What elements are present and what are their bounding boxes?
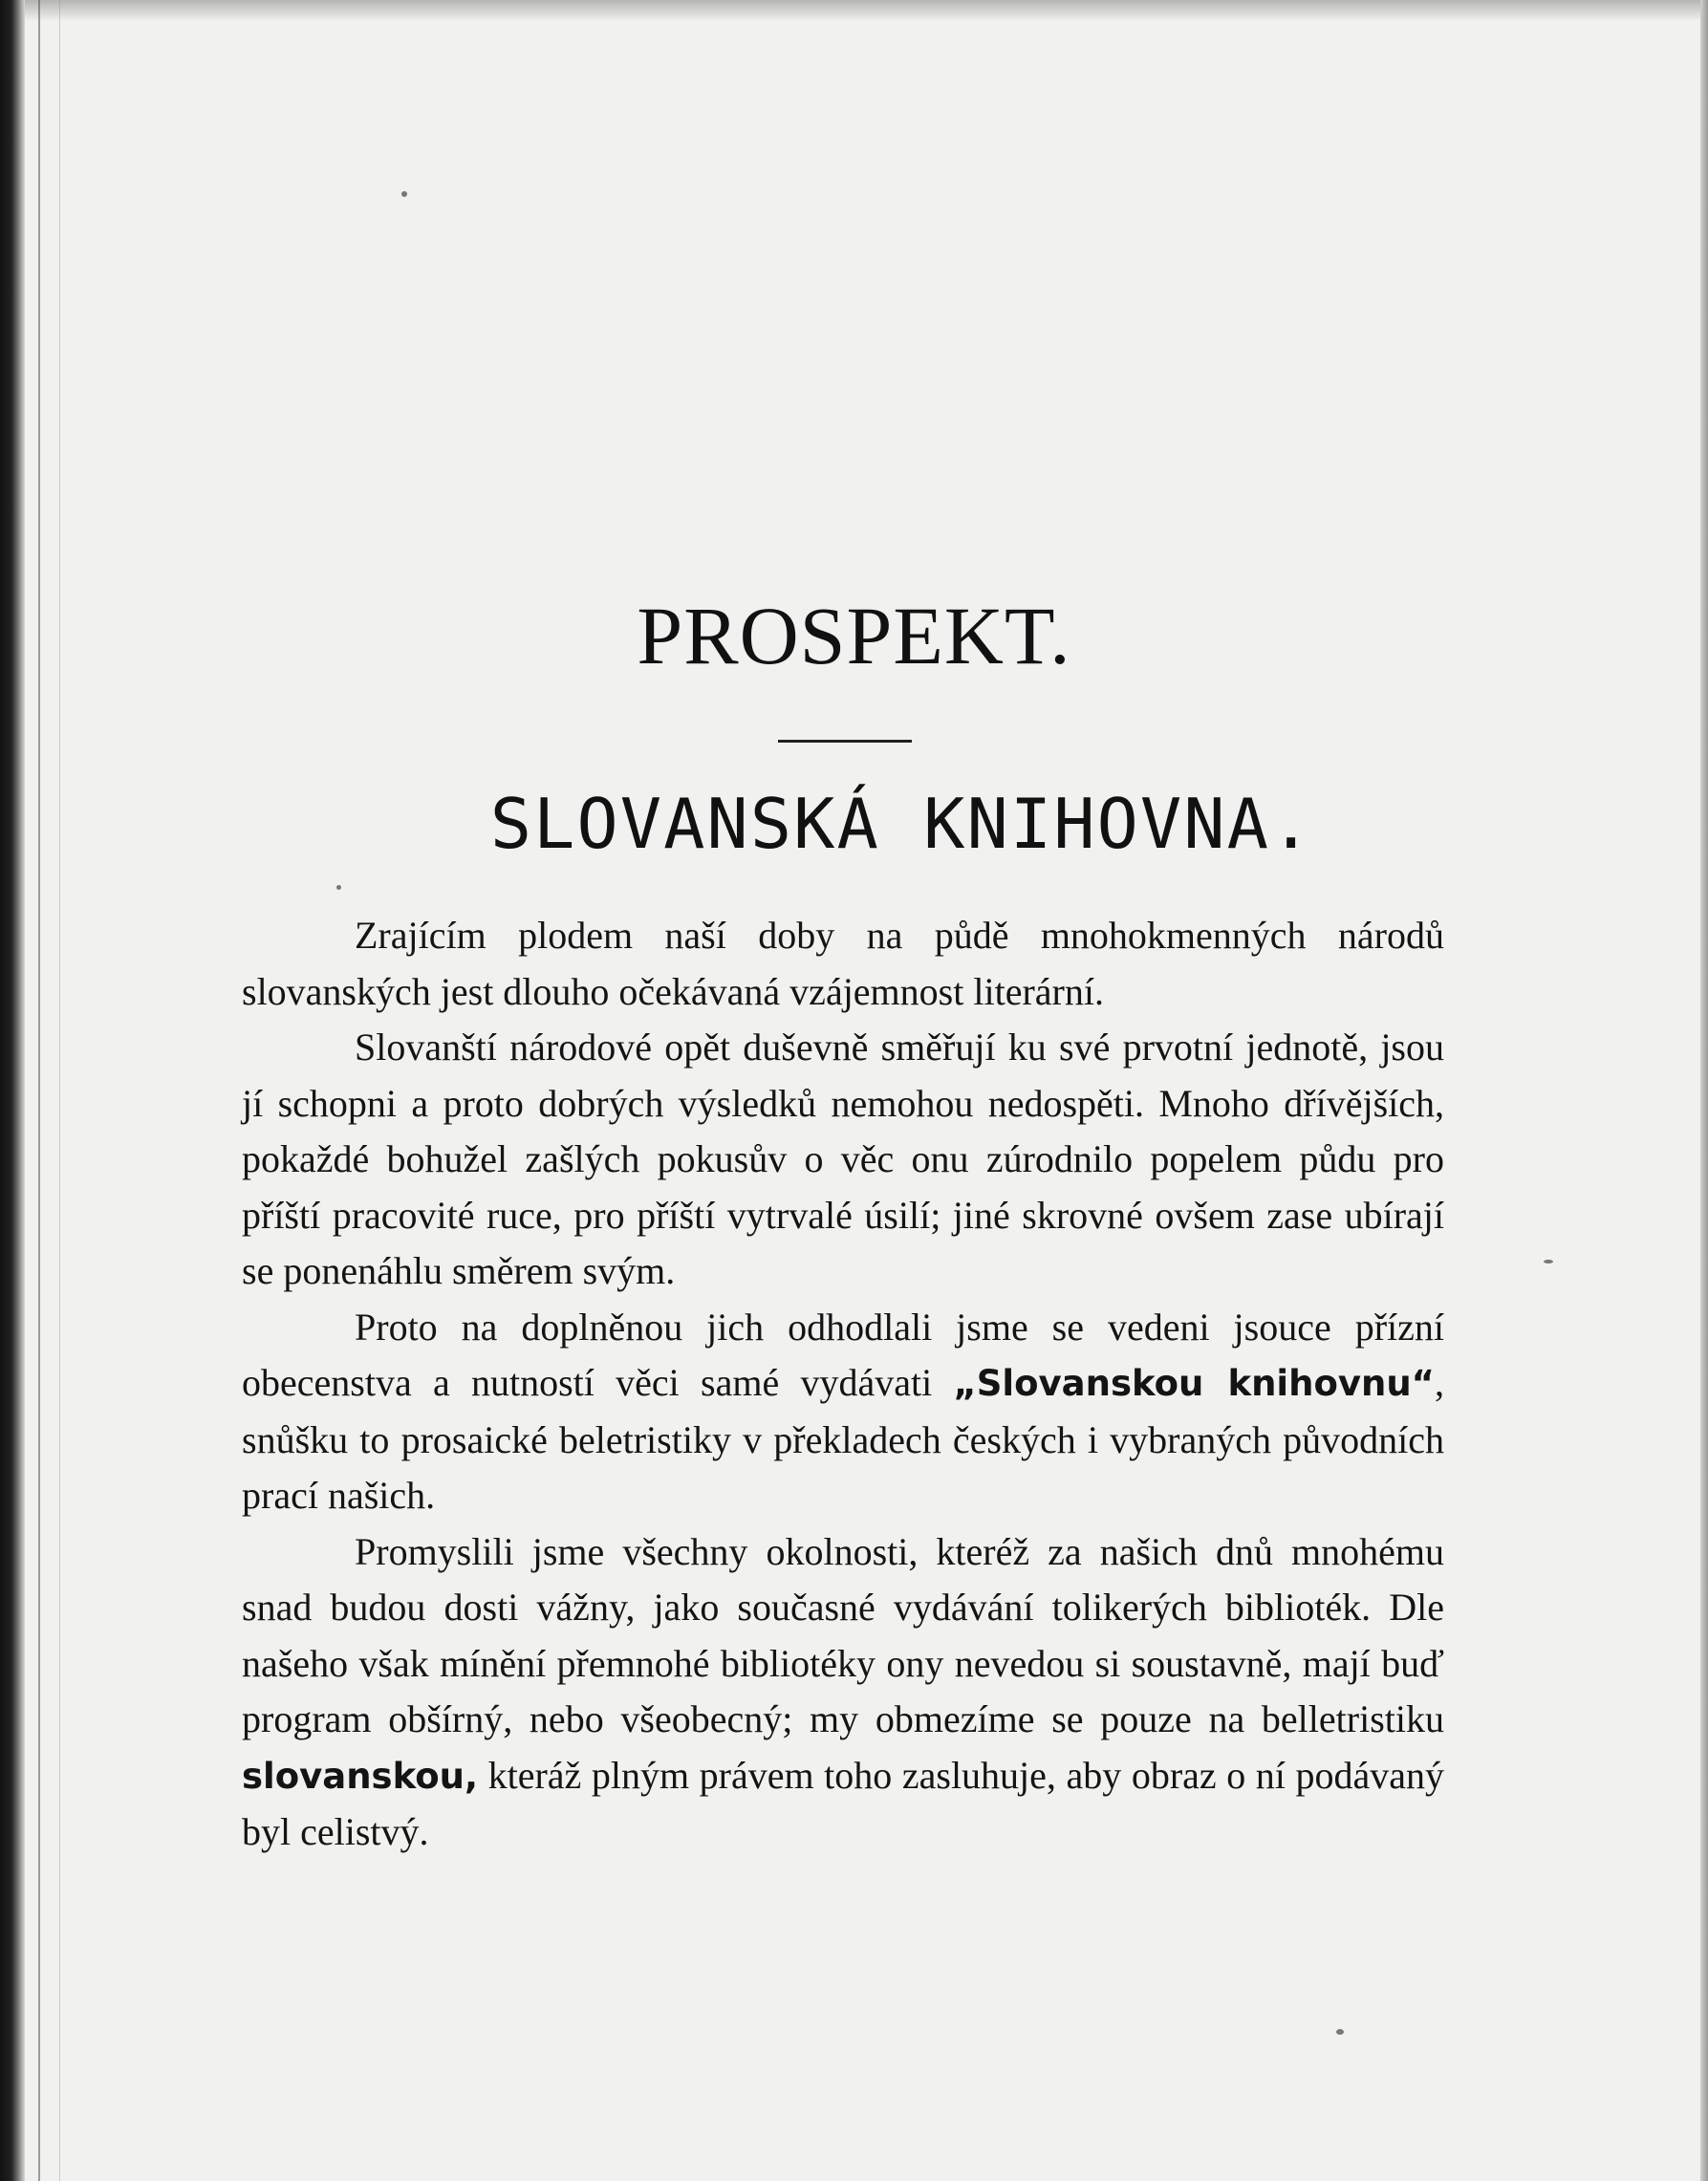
page-title: PROSPEKT.	[637, 590, 1071, 681]
paragraph-2-text: Slovanští národové opět duševně směřují ku své prvotní jednotě, jsou jí schopni a proto dobrých výsledků nemohou nedospěti. Mnoho dřívějších, pokaždé bohužel zašlých pokusův o věc onu zúrodnilo popelem půdu pro příští pracovité ruce, pro příští vytrvalé úsilí; jiné skrovné ovšem zase ubírají se ponenáhlu směrem svým.	[242, 1026, 1444, 1292]
page-top-edge	[0, 0, 1708, 21]
paragraph-3	[242, 1300, 1444, 1524]
paragraph-4-text-after: kteráž plným právem toho zasluhuje, aby obraz o ní podávaný byl celistvý.	[242, 1753, 1444, 1853]
paragraph-3-text-after: , snůšku to prosaické beletristiky v překladech českých i vybraných původních prací našich.	[242, 1361, 1444, 1517]
binding-fold-line	[38, 0, 40, 2181]
paper-speck	[1544, 1260, 1553, 1263]
paragraph-2	[242, 1020, 1444, 1300]
paper-speck	[1336, 2029, 1344, 2035]
series-name-emphasis: „Slovanskou knihovnu“	[953, 1363, 1435, 1404]
paragraph-1	[242, 908, 1444, 1020]
paragraph-4-text-before: Promyslili jsme všechny okolnosti, kteréž za našich dnů mnohému snad budou dosti vážny, jako současné vydávání tolikerých biblioték. Dle našeho však mínění přemnohé bibliotéky ony nevedou si soustavně, mají buď program obšírný, nebo všeobecný; my obmezíme se pouze na belletristiku	[242, 1529, 1444, 1740]
book-binding-edge	[0, 0, 25, 2181]
paragraph-4	[242, 1524, 1444, 1861]
paper-speck	[336, 885, 341, 890]
paragraph-1-text: Zrajícím plodem naší doby na půdě mnohokmenných národů slovanských jest dlouho očekávaná vzájemnost literární.	[242, 914, 1444, 1013]
body-text	[242, 908, 1444, 1861]
page-right-edge	[1700, 0, 1708, 2181]
page-subtitle: SLOVANSKÁ KNIHOVNA.	[489, 784, 1314, 864]
title-divider-rule	[778, 740, 912, 743]
paragraph-3-text-before: Proto na doplněnou jich odhodlali jsme se vedeni jsouce přízní obecenstva a nutností věci samé vydávati	[242, 1305, 1444, 1404]
paper-speck	[401, 191, 407, 197]
slovanskou-emphasis: slovanskou,	[242, 1755, 479, 1797]
binding-fold-line-secondary	[59, 0, 60, 2181]
